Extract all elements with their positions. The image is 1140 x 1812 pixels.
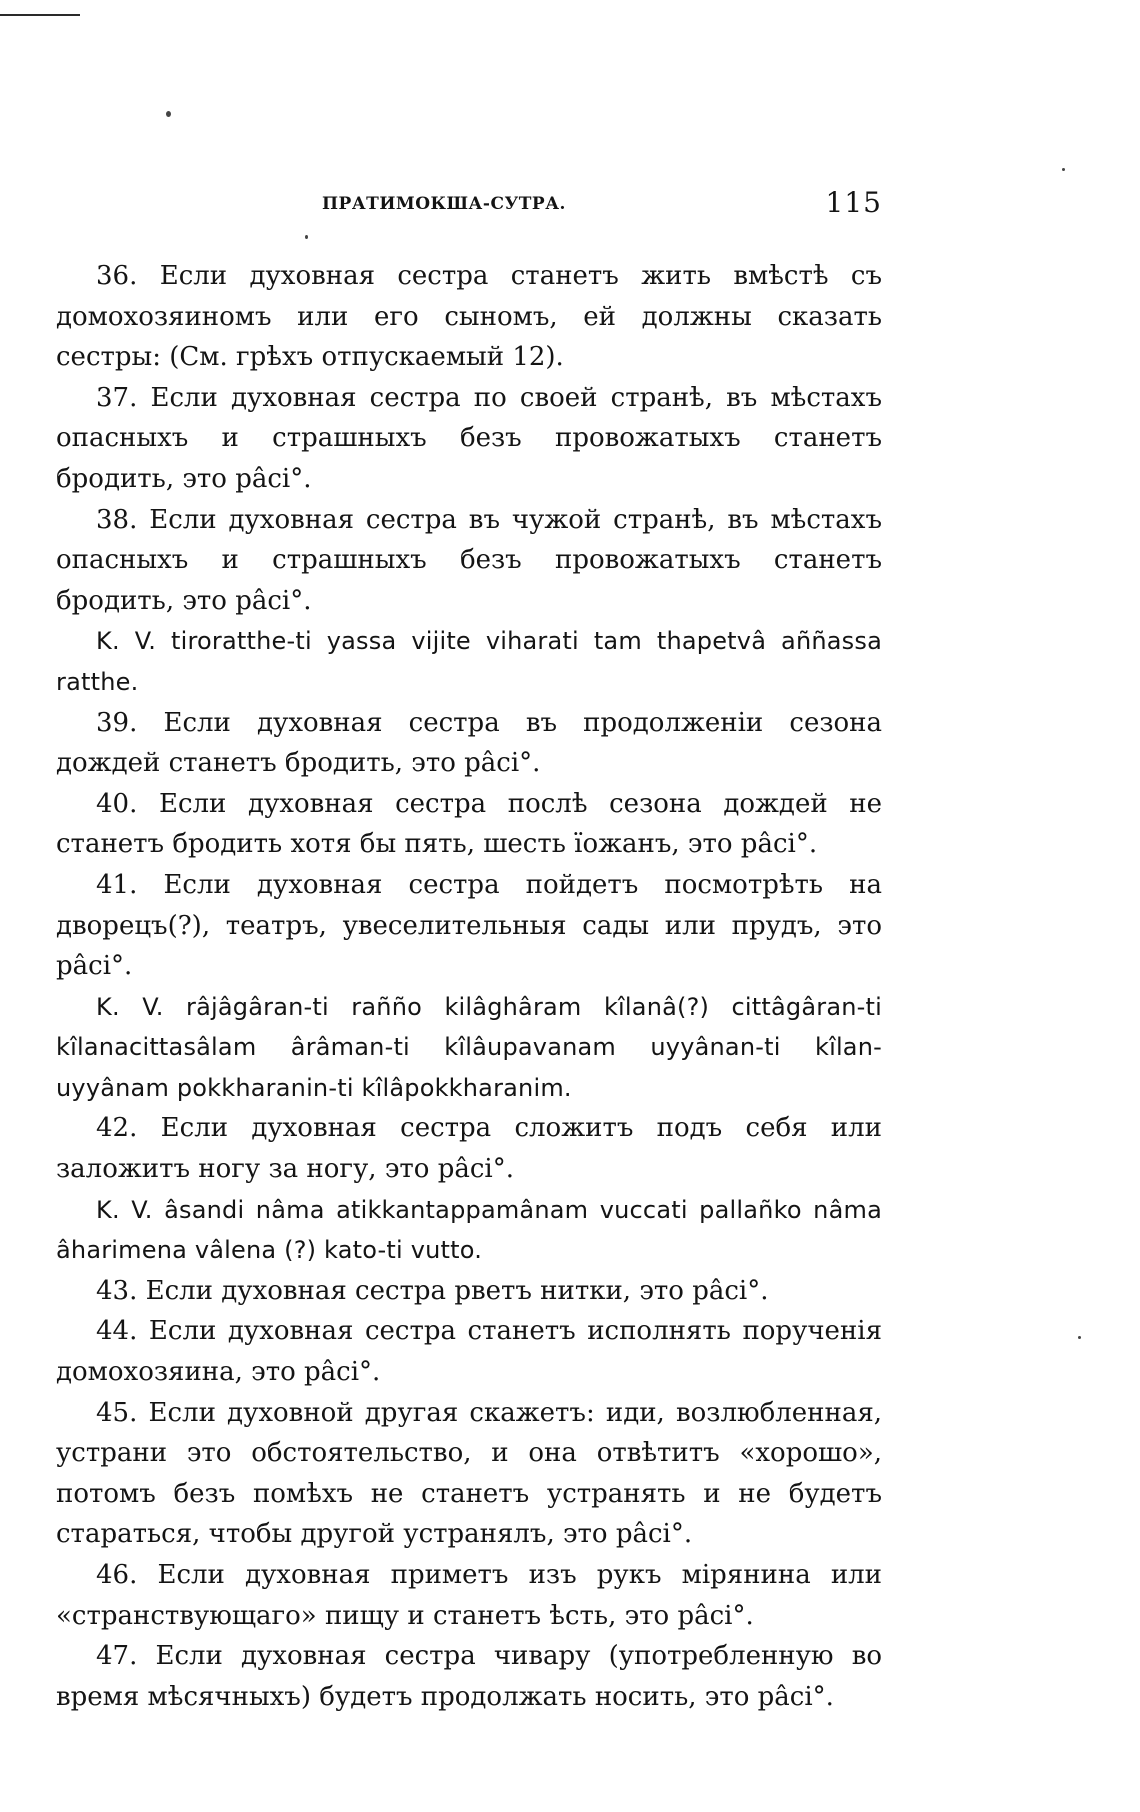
rule-40: 40. Если духовная сестра послѣ сезона дождей не станетъ бродить хотя бы пять, шесть їожанъ, это pâci°. [56, 788, 882, 860]
rule-47: 47. Если духовная сестра чивару (употребленную во время мѣсячныхъ) будетъ продолжать носить, это pâci°. [56, 1641, 882, 1712]
scan-speck [1078, 1336, 1081, 1339]
commentary-41: K. V. râjâgâran-ti rañño kilâghâram kîlanâ(?) cittâgâran-ti kîlanacittasâlam ârâman-ti kîlâupavanam uyyânan-ti kîlan-uyyânam pokkharanin-ti kîlâpokkharanim. [56, 992, 882, 1102]
running-title: ПРАТИМОКША-СУТРА. [322, 194, 566, 214]
rule-36: 36. Если духовная сестра станетъ жить вмѣстѣ съ домохозяиномъ или его сыномъ, ей должны сказать сестры: (См. грѣхъ отпускаемый 12). [56, 261, 882, 373]
commentary-38: K. V. tiroratthe-ti yassa vijite viharati tam thapetvâ aññassa ratthe. [56, 627, 882, 696]
body-text [56, 256, 882, 1717]
rule-42: 42. Если духовная сестра сложитъ подъ себя или заложитъ ногу за ногу, это pâci°. [56, 1113, 882, 1185]
commentary-42: K. V. âsandi nâma atikkantappamânam vuccati pallañko nâma âharimena vâlena (?) kato-ti vutto. [56, 1195, 882, 1265]
rule-46: 46. Если духовная приметъ изъ рукъ мірянина или «странствующаго» пищу и станетъ ѣсть, это pâci°. [56, 1560, 882, 1631]
rule-37: 37. Если духовная сестра по своей странѣ, въ мѣстахъ опасныхъ и страшныхъ безъ провожатыхъ станетъ бродить, это pâci°. [56, 382, 882, 494]
page-header [56, 186, 882, 226]
scan-edge-line [0, 14, 80, 16]
scan-speck [166, 111, 171, 117]
rule-43: 43. Если духовная сестра рветъ нитки, это pâci°. [96, 1275, 769, 1306]
page-number: 115 [825, 186, 882, 219]
rule-45: 45. Если духовной другая скажетъ: иди, возлюбленная, устрани это обстоятельство, и она отвѣтитъ «хорошо», потомъ безъ помѣхъ не станетъ устранять и не будетъ стараться, чтобы другой устранялъ, это pâci°. [56, 1397, 882, 1550]
rule-38: 38. Если духовная сестра въ чужой странѣ, въ мѣстахъ опасныхъ и страшныхъ безъ провожатыхъ станетъ бродить, это pâci°. [56, 504, 882, 616]
scan-speck [1062, 168, 1065, 171]
rule-39: 39. Если духовная сестра въ продолженіи сезона дождей станетъ бродить, это pâci°. [56, 707, 882, 779]
rule-44: 44. Если духовная сестра станетъ исполнять порученія домохозяина, это pâci°. [56, 1316, 882, 1388]
rule-41: 41. Если духовная сестра пойдетъ посмотрѣть на дворецъ(?), театръ, увеселительныя сады или прудъ, это pâci°. [56, 869, 882, 982]
scan-speck [305, 235, 308, 239]
